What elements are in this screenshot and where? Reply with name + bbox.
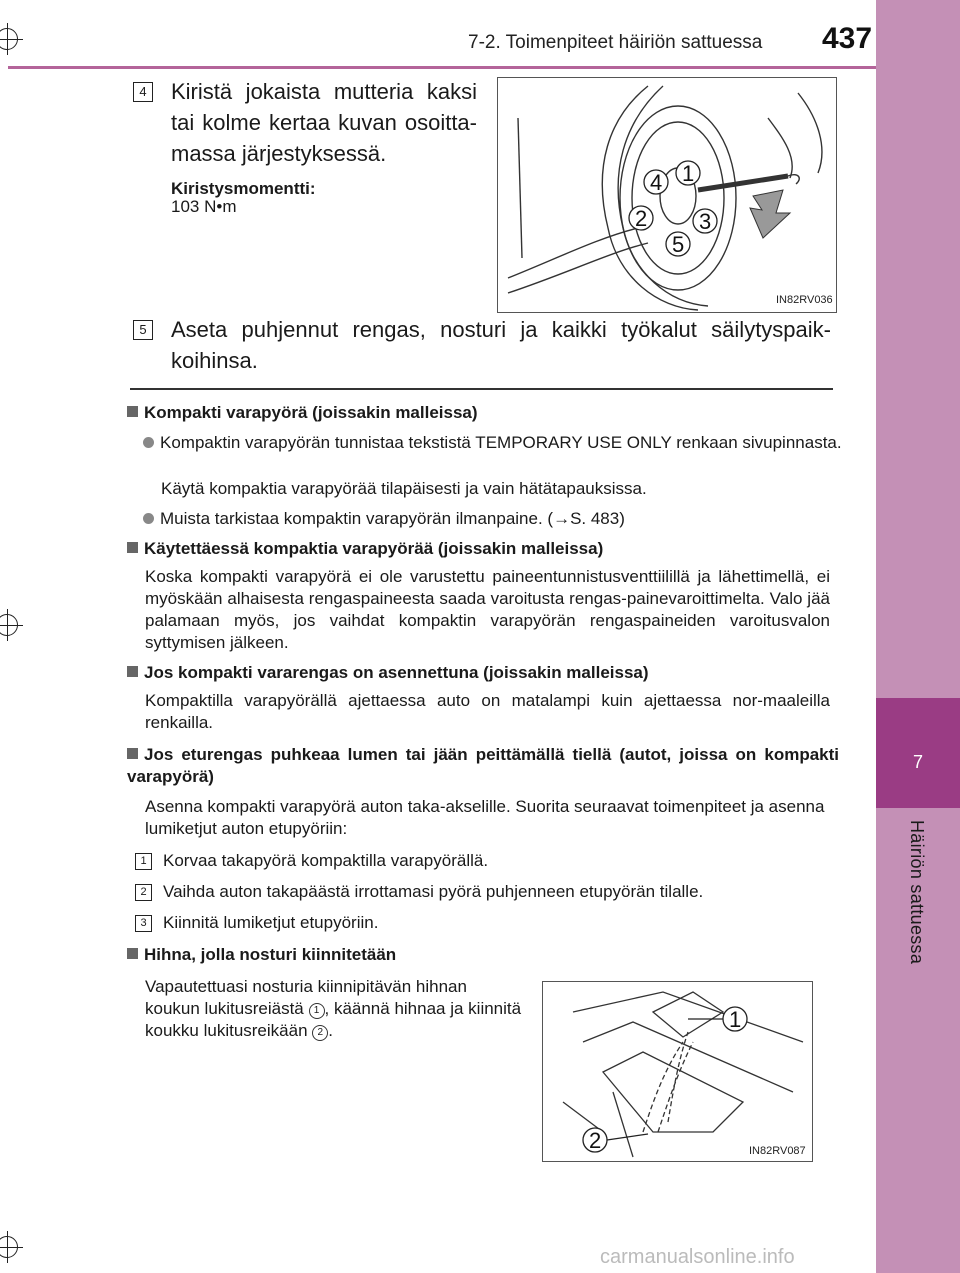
square-bullet-icon bbox=[127, 748, 138, 759]
jack-strap-heading bbox=[127, 944, 396, 966]
strap-label-2: 2 bbox=[589, 1128, 602, 1153]
compact-spare-bullet-1b: Käytä kompaktia varapyörää tilapäisesti ja vain hätätapauksissa. bbox=[161, 479, 647, 498]
compact-spare-title: Kompakti varapyörä (joissakin malleissa) bbox=[144, 403, 478, 422]
page-number: 437 bbox=[822, 22, 873, 55]
wheel-label-1: 1 bbox=[682, 161, 695, 186]
chapter-title-text: Häiriön sattuessa bbox=[907, 820, 927, 965]
chapter-number: 7 bbox=[912, 752, 923, 772]
registration-mark bbox=[0, 28, 18, 50]
substep-3-marker: 3 bbox=[135, 915, 152, 932]
jack-strap-text-b: , käännä hihnaa ja kiinnitä koukku lukitusreikään bbox=[145, 999, 522, 1040]
square-bullet-icon bbox=[127, 948, 138, 959]
wheel-illustration bbox=[497, 77, 837, 313]
watermark: carmanualsonline.info bbox=[600, 1246, 795, 1268]
compact-spare-bullet-2-text: Muista tarkistaa kompaktin varapyörän ilmanpaine. (→S. 483) bbox=[160, 509, 625, 528]
square-bullet-icon bbox=[127, 406, 138, 417]
figure-2-code: IN82RV087 bbox=[749, 1145, 806, 1157]
step-5-text: Aseta puhjennut rengas, nosturi ja kaikki työkalut säilytyspaik-koihinsa. bbox=[171, 317, 831, 373]
using-compact-heading bbox=[127, 538, 603, 560]
step-5-marker: 5 bbox=[133, 320, 153, 340]
registration-mark bbox=[0, 1236, 18, 1258]
tighten-arrow bbox=[750, 190, 790, 238]
registration-mark bbox=[0, 614, 18, 636]
wheel-label-4: 4 bbox=[650, 170, 663, 195]
spare-installed-heading bbox=[127, 662, 649, 684]
front-tire-snow-text: Asenna kompakti varapyörä auton taka-akselille. Suorita seuraavat toimenpiteet ja asenna lumiketjut auton etupyöriin: bbox=[145, 797, 825, 838]
round-bullet-icon bbox=[143, 513, 154, 524]
step-4-marker: 4 bbox=[133, 82, 153, 102]
jack-strap-title: Hihna, jolla nosturi kiinnitetään bbox=[144, 945, 397, 964]
substep-2-text: Vaihda auton takapäästä irrottamasi pyörä puhjenneen etupyörän tilalle. bbox=[163, 882, 704, 901]
substep-1-marker: 1 bbox=[135, 853, 152, 870]
wheel-label-3: 3 bbox=[699, 209, 712, 234]
chapter-sidebar bbox=[876, 0, 960, 1273]
front-tire-snow-heading bbox=[127, 744, 839, 788]
ref-2-marker: 2 bbox=[312, 1025, 328, 1041]
step-4-text: Kiristä jokaista mutteria kaksi tai kolme kertaa kuvan osoitta-massa järjestyksessä. bbox=[171, 79, 477, 166]
torque-label: Kiristysmomentti: bbox=[171, 179, 316, 198]
substep-2-marker: 2 bbox=[135, 884, 152, 901]
jack-strap-illustration bbox=[542, 981, 813, 1162]
header-rule bbox=[8, 66, 876, 69]
section-heading: 7-2. Toimenpiteet häiriön sattuessa bbox=[468, 32, 763, 53]
section-divider bbox=[130, 388, 833, 390]
figure-1-code: IN82RV036 bbox=[776, 294, 833, 306]
wheel-label-2: 2 bbox=[635, 206, 648, 231]
jack-strap-text bbox=[145, 976, 523, 1042]
round-bullet-icon bbox=[143, 437, 154, 448]
jack-strap-text-c: . bbox=[328, 1021, 333, 1040]
spare-installed-title: Jos kompakti vararengas on asennettuna (joissakin malleissa) bbox=[144, 663, 649, 682]
using-compact-text: Koska kompakti varapyörä ei ole varustettu paineentunnistusventtiilillä ja lähettimellä, ei myöskään alhaisesta rengaspaineesta saada varoitusta rengas-painevaroittimelta. Valo jää palamaan myös, jos vaihdat kompaktin varapyörän rengaspaineiden varoitusvalon syttymisen jälkeen. bbox=[145, 567, 830, 652]
substep-3-text: Kiinnitä lumiketjut etupyöriin. bbox=[163, 913, 379, 932]
square-bullet-icon bbox=[127, 542, 138, 553]
compact-spare-bullet-1-text: Kompaktin varapyörän tunnistaa tekstistä TEMPORARY USE ONLY renkaan sivupinnasta. bbox=[160, 433, 842, 452]
torque-value: 103 N•m bbox=[171, 197, 237, 216]
substep-1-text: Korvaa takapyörä kompaktilla varapyörällä. bbox=[163, 851, 489, 870]
square-bullet-icon bbox=[127, 666, 138, 677]
wheel-label-5: 5 bbox=[672, 232, 685, 257]
compact-spare-bullet-2 bbox=[143, 508, 625, 530]
compact-spare-bullet-1 bbox=[143, 432, 843, 454]
using-compact-title: Käytettäessä kompaktia varapyörää (joissakin malleissa) bbox=[144, 539, 604, 558]
wheel-drawing bbox=[498, 78, 836, 312]
compact-spare-heading bbox=[127, 402, 478, 424]
spare-installed-text: Kompaktilla varapyörällä ajettaessa auto on matalampi kuin ajettaessa nor-maaleilla renkailla. bbox=[145, 691, 830, 732]
ref-1-marker: 1 bbox=[309, 1003, 325, 1019]
jack-strap-drawing bbox=[543, 982, 812, 1161]
chapter-title bbox=[876, 820, 960, 1000]
front-tire-snow-title: Jos eturengas puhkeaa lumen tai jään peittämällä tiellä (autot, joissa on kompakti varapyörä) bbox=[127, 745, 839, 786]
jack-strap-text-a: Vapautettuasi nosturia kiinnipitävän hihnan koukun lukitusreiästä bbox=[145, 977, 467, 1018]
strap-label-1: 1 bbox=[729, 1007, 742, 1032]
